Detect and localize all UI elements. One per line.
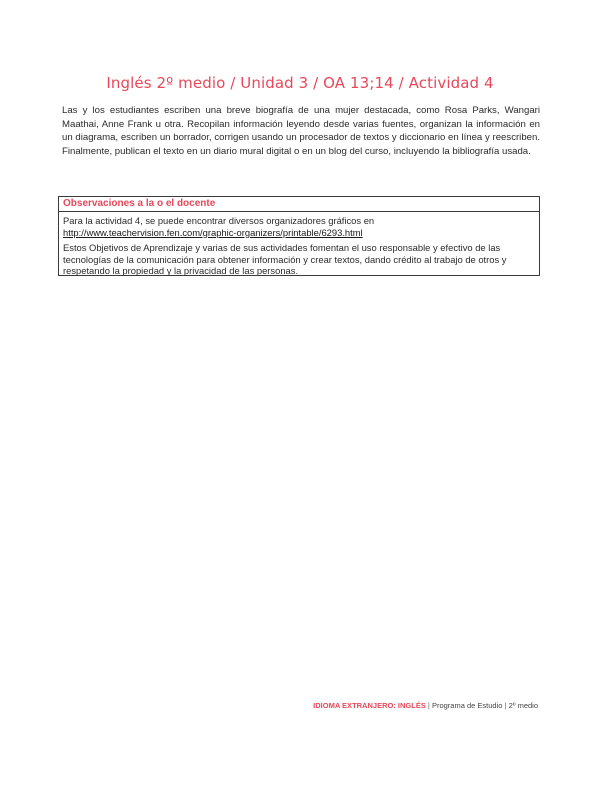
footer-subject: IDIOMA EXTRANJERO: INGLÉS xyxy=(313,701,426,710)
teacher-observations-box xyxy=(58,196,540,276)
activity-description: Las y los estudiantes escriben una breve biografía de una mujer destacada, como Rosa Parks, Wangari Maathai, Anne Frank u otra. Recopilan información leyendo desde varias fuentes, organizan la información en un diagrama, escriben un borrador, corrigen usando un procesador de textos y diccionario en línea y reescriben. Finalmente, publican el texto en un diario mural digital o en un blog del curso, incluyendo la bibliografía usada. xyxy=(62,105,540,157)
page-title: Inglés 2º medio / Unidad 3 / OA 13;14 / Actividad 4 xyxy=(106,74,494,92)
observation-paragraph-1 xyxy=(63,215,535,238)
footer-separator: | xyxy=(504,701,507,710)
footer-separator: | xyxy=(427,701,430,710)
teacher-observations-body xyxy=(59,212,539,277)
observation-intro-text: Para la actividad 4, se puede encontrar diversos organizadores gráficos en xyxy=(63,215,375,226)
graphic-organizers-link[interactable]: http://www.teachervision.fen.com/graphic-organizers/printable/6293.html xyxy=(63,226,363,238)
footer-program: Programa de Estudio xyxy=(431,701,503,710)
teacher-observations-heading: Observaciones a la o el docente xyxy=(59,197,539,212)
page-footer xyxy=(313,701,538,710)
footer-level: 2º medio xyxy=(508,701,538,710)
observation-paragraph-2: Estos Objetivos de Aprendizaje y varias de sus actividades fomentan el uso responsable y efectivo de las tecnologías de la comunicación para obtener información y crear textos, dando crédito al trabajo de otros y respetando la propiedad y la privacidad de las personas. xyxy=(63,242,507,276)
